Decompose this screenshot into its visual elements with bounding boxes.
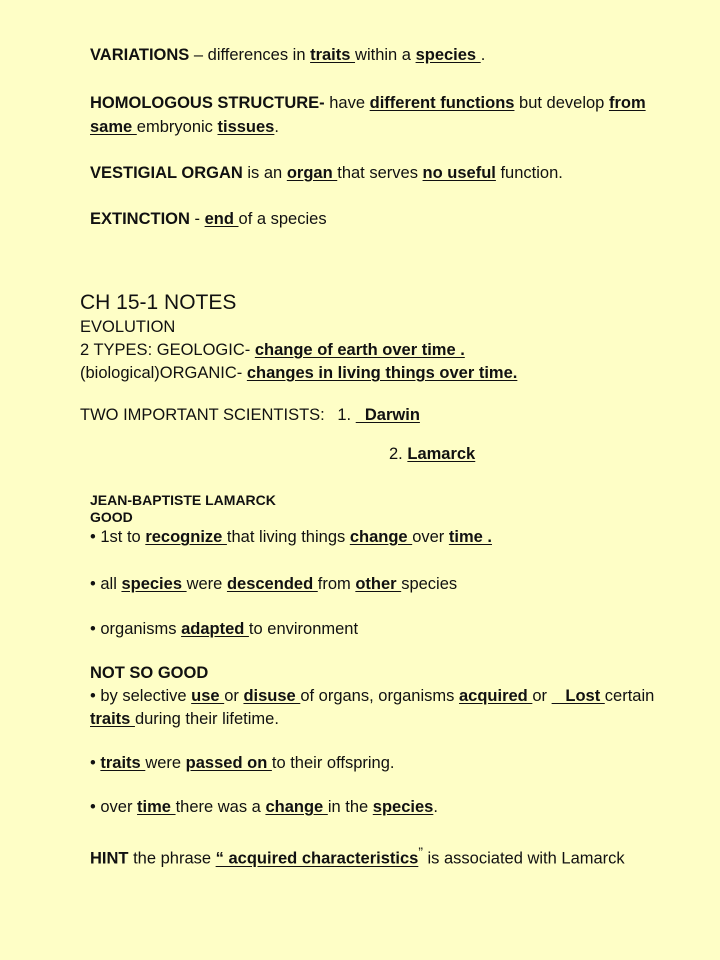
text: . <box>274 118 279 136</box>
blank: species <box>121 575 187 593</box>
blank: other <box>355 575 402 593</box>
blank-end: end <box>204 210 239 228</box>
text: • <box>90 754 101 772</box>
blank: time <box>137 798 176 816</box>
scientists-label: TWO IMPORTANT SCIENTISTS: <box>80 406 325 424</box>
blank-no-useful: no useful <box>422 164 496 182</box>
term-variations: VARIATIONS <box>90 46 190 64</box>
text: to environment <box>248 620 359 638</box>
not-so-good-heading: NOT SO GOOD <box>90 664 209 682</box>
text: – differences in <box>189 46 311 64</box>
blank: species <box>372 798 434 816</box>
blank-tissues: tissues <box>217 118 275 136</box>
notes-heading: CH 15-1 NOTES <box>80 291 237 314</box>
notes-subheading: EVOLUTION <box>80 318 176 336</box>
text: certain <box>604 687 655 705</box>
geologic-line <box>80 339 700 362</box>
text: that serves <box>337 164 423 182</box>
bullet-change-species <box>90 796 690 819</box>
blank: Lost <box>551 687 605 705</box>
hint-label: HINT <box>90 849 129 868</box>
blank: change <box>265 798 328 816</box>
text: from <box>317 575 356 593</box>
lamarck-section <box>90 492 690 871</box>
text: were <box>145 754 186 772</box>
text: is an <box>242 164 287 182</box>
text: • over <box>90 798 138 816</box>
text: • organisms <box>90 620 182 638</box>
term-extinction: EXTINCTION <box>90 210 190 228</box>
text: have <box>324 94 370 112</box>
text: within a <box>355 46 416 64</box>
text: were <box>186 575 227 593</box>
bullet-passed-on <box>90 752 690 775</box>
notes-section <box>80 290 700 466</box>
organic-label: (biological)ORGANIC- <box>80 364 247 382</box>
text: function. <box>495 164 563 182</box>
blank-acquired-characteristics: “ acquired characteristics <box>215 849 419 868</box>
hint-line <box>90 841 690 871</box>
text: over <box>412 528 449 546</box>
text: the phrase <box>128 849 216 868</box>
text: in the <box>327 798 373 816</box>
text: or <box>224 687 244 705</box>
organic-line <box>80 362 700 385</box>
blank-geologic: change of earth over time . <box>254 341 465 359</box>
blank: disuse <box>243 687 301 705</box>
text: • all <box>90 575 122 593</box>
scientist-2-line <box>80 443 700 466</box>
bullet-adapted <box>90 618 690 641</box>
good-heading: GOOD <box>90 509 133 525</box>
variations-definition <box>90 43 690 67</box>
text: there was a <box>175 798 266 816</box>
close-quote: ” <box>418 845 423 860</box>
text: . <box>433 798 438 816</box>
blank-from-same: from same <box>90 94 646 136</box>
blank-organ: organ <box>286 164 338 182</box>
text: or <box>532 687 552 705</box>
text: to their offspring. <box>271 754 395 772</box>
blank-traits: traits <box>310 46 356 64</box>
lamarck-name: JEAN-BAPTISTE LAMARCK <box>90 492 276 508</box>
blank: change <box>349 528 413 546</box>
text: - <box>189 210 205 228</box>
blank: recognize <box>145 528 227 546</box>
text: • by selective <box>90 687 192 705</box>
blank-different-functions: different functions <box>369 94 515 112</box>
bullet-use-disuse <box>90 685 690 731</box>
term-vestigial: VESTIGIAL ORGAN <box>90 164 243 182</box>
scientists-line <box>80 404 700 427</box>
text: during their lifetime. <box>134 710 279 728</box>
blank: acquired <box>458 687 533 705</box>
blank: adapted <box>181 620 249 638</box>
number: 1. <box>337 406 352 424</box>
definitions-section <box>90 43 690 231</box>
blank-lamarck: Lamarck <box>407 445 476 463</box>
text: . <box>480 46 486 64</box>
blank: descended <box>226 575 318 593</box>
text: embryonic <box>136 118 218 136</box>
blank: passed on <box>185 754 272 772</box>
blank: traits <box>100 754 146 772</box>
number: 2. <box>389 445 403 463</box>
text: that living things <box>226 528 350 546</box>
blank: traits <box>90 710 135 728</box>
text: but develop <box>514 94 609 112</box>
blank-organic: changes in living things over time. <box>246 364 518 382</box>
text: of a species <box>238 210 327 228</box>
blank: time . <box>448 528 492 546</box>
term-homologous: HOMOLOGOUS STRUCTURE- <box>90 94 325 112</box>
bullet-recognize <box>90 526 690 549</box>
text: is associated with Lamarck <box>422 849 625 868</box>
bullet-descended <box>90 573 690 596</box>
text: of organs, organisms <box>300 687 459 705</box>
vestigial-definition <box>90 161 690 185</box>
homologous-definition <box>90 91 690 139</box>
blank-darwin: Darwin <box>355 406 420 424</box>
types-label: 2 TYPES: GEOLOGIC- <box>80 341 255 359</box>
text: species <box>401 575 458 593</box>
blank: use <box>191 687 225 705</box>
extinction-definition <box>90 207 690 231</box>
text: • 1st to <box>90 528 146 546</box>
blank-species: species <box>415 46 481 64</box>
